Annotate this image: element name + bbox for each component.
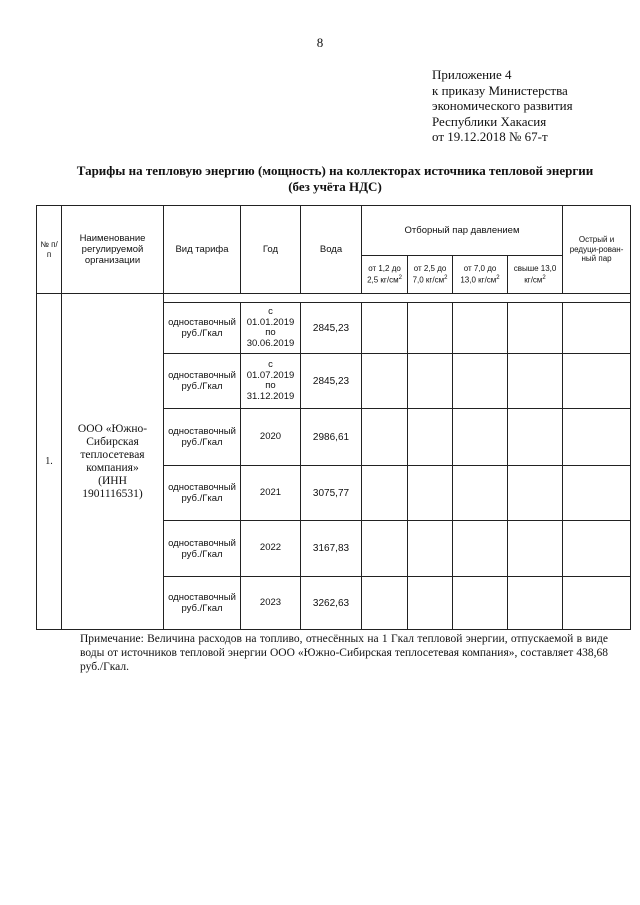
header-organization: Наименование регулируемой организации bbox=[62, 206, 164, 294]
tariff-type-cell: одноставочный руб./Гкал bbox=[164, 521, 241, 577]
empty-cell bbox=[563, 521, 631, 577]
empty-cell bbox=[508, 354, 563, 409]
document-title bbox=[70, 163, 600, 195]
header-water: Вода bbox=[301, 206, 362, 294]
year-cell: 2023 bbox=[241, 577, 301, 630]
empty-cell bbox=[408, 466, 453, 521]
empty-cell bbox=[408, 521, 453, 577]
tariff-type-cell: одноставочный руб./Гкал bbox=[164, 577, 241, 630]
appendix-line: экономического развития bbox=[432, 98, 573, 113]
spacer-row bbox=[164, 294, 631, 303]
header-sharp-steam: Острый и редуци-рован-ный пар bbox=[563, 206, 631, 294]
header-pressure-2: от 2,5 до 7,0 $кг/см^2$ bbox=[408, 256, 453, 294]
water-price-cell: 3075,77 bbox=[301, 466, 362, 521]
water-price-cell: 2986,61 bbox=[301, 409, 362, 466]
page-number: 8 bbox=[316, 35, 324, 50]
header-steam: Отборный пар давлением bbox=[362, 206, 563, 256]
tariff-type-cell: одноставочный руб./Гкал bbox=[164, 303, 241, 354]
empty-cell bbox=[408, 354, 453, 409]
empty-cell bbox=[453, 466, 508, 521]
tariff-type-cell: одноставочный руб./Гкал bbox=[164, 354, 241, 409]
appendix-line: Республики Хакасия bbox=[432, 113, 547, 129]
header-pressure-1: от 1,2 до 2,5 $кг/см^2$ bbox=[362, 256, 408, 294]
appendix-line: от 19.12.2018 № 67-т bbox=[432, 129, 548, 144]
header-year: Год bbox=[241, 206, 301, 294]
appendix-block bbox=[432, 67, 573, 145]
empty-cell bbox=[508, 303, 563, 354]
appendix-line: к приказу Министерства bbox=[432, 82, 568, 98]
empty-cell bbox=[508, 521, 563, 577]
empty-cell bbox=[563, 354, 631, 409]
empty-cell bbox=[362, 409, 408, 466]
empty-cell bbox=[563, 303, 631, 354]
appendix-line: Приложение 4 bbox=[432, 67, 512, 82]
empty-cell bbox=[362, 466, 408, 521]
empty-cell bbox=[453, 577, 508, 630]
empty-cell bbox=[362, 354, 408, 409]
water-price-cell: 3167,83 bbox=[301, 521, 362, 577]
tariff-type-cell: одноставочный руб./Гкал bbox=[164, 466, 241, 521]
empty-cell bbox=[563, 409, 631, 466]
empty-cell bbox=[453, 521, 508, 577]
water-price-cell: 2845,23 bbox=[301, 354, 362, 409]
header-pressure-4: свыше 13,0 $кг/см^2$ bbox=[508, 256, 563, 294]
empty-cell bbox=[508, 577, 563, 630]
tariff-type-cell: одноставочный руб./Гкал bbox=[164, 409, 241, 466]
empty-cell bbox=[408, 303, 453, 354]
empty-cell bbox=[362, 577, 408, 630]
title-line: (без учёта НДС) bbox=[288, 179, 382, 194]
empty-cell bbox=[453, 409, 508, 466]
empty-cell bbox=[563, 466, 631, 521]
header-tariff-type: Вид тарифа bbox=[164, 206, 241, 294]
year-cell: 2020 bbox=[241, 409, 301, 466]
year-cell: 2022 bbox=[241, 521, 301, 577]
empty-cell bbox=[408, 577, 453, 630]
empty-cell bbox=[408, 409, 453, 466]
empty-cell bbox=[453, 354, 508, 409]
year-cell: с 01.07.2019 по 31.12.2019 bbox=[241, 354, 301, 409]
header-pressure-3: от 7,0 до 13,0 $кг/см^2$ bbox=[453, 256, 508, 294]
empty-cell bbox=[362, 521, 408, 577]
empty-cell bbox=[453, 303, 508, 354]
row-number: 1. bbox=[37, 294, 62, 630]
water-price-cell: 2845,23 bbox=[301, 303, 362, 354]
header-num: № п/п bbox=[37, 206, 62, 294]
empty-cell bbox=[362, 303, 408, 354]
year-cell: 2021 bbox=[241, 466, 301, 521]
empty-cell bbox=[508, 466, 563, 521]
organization-name: ООО «Южно- Сибирская теплосетевая компания» (ИНН 1901116531) bbox=[62, 294, 164, 630]
tariff-table bbox=[36, 205, 631, 630]
empty-cell bbox=[508, 409, 563, 466]
water-price-cell: 3262,63 bbox=[301, 577, 362, 630]
note-text: Примечание: Величина расходов на топливо, отнесённых на 1 Гкал тепловой энергии, отпускаемой в виде воды от источников тепловой энергии ООО «Южно-Сибирская теплосетевая компания», составляет 438,68 руб./Гкал. bbox=[80, 633, 608, 673]
year-cell: с 01.01.2019 по 30.06.2019 bbox=[241, 303, 301, 354]
empty-cell bbox=[563, 577, 631, 630]
title-line: Тарифы на тепловую энергию (мощность) на коллекторах источника тепловой энергии bbox=[76, 163, 594, 178]
